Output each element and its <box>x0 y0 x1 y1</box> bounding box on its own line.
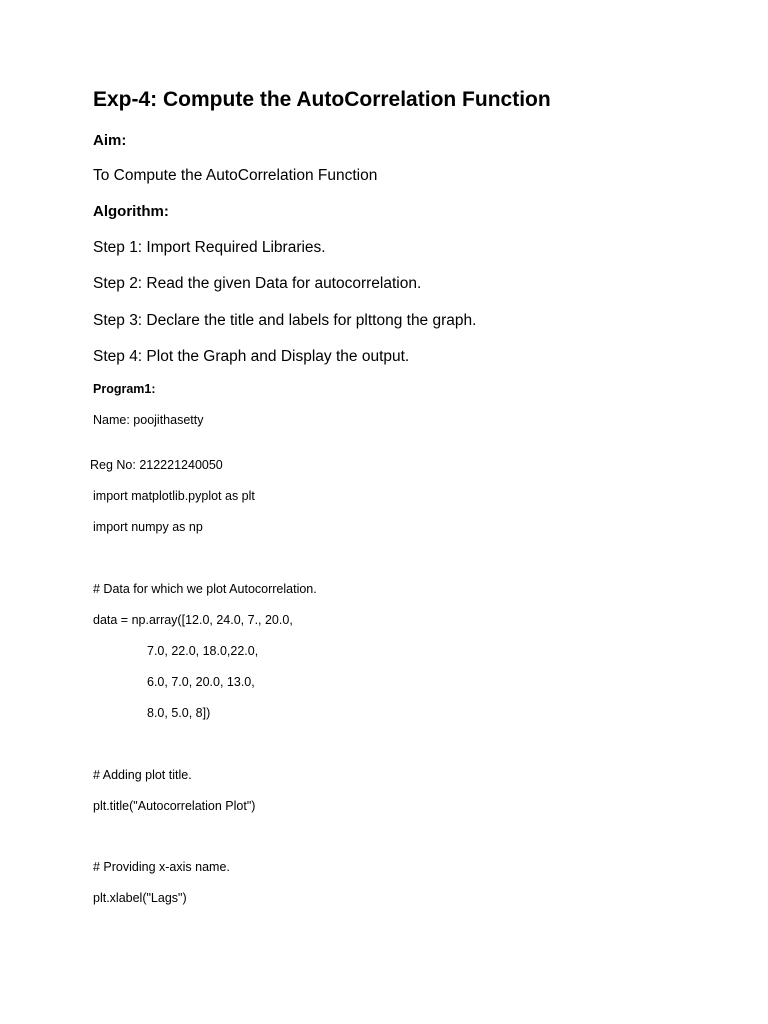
code-line: plt.title("Autocorrelation Plot") <box>93 799 256 813</box>
document-title: Exp-4: Compute the AutoCorrelation Function <box>93 88 551 111</box>
algorithm-step-4: Step 4: Plot the Graph and Display the output. <box>93 348 410 365</box>
reg-no-line: Reg No: 212221240050 <box>90 458 223 472</box>
code-line: 6.0, 7.0, 20.0, 13.0, <box>147 675 255 689</box>
code-line: import matplotlib.pyplot as plt <box>93 489 255 503</box>
code-comment: # Data for which we plot Autocorrelation. <box>93 582 317 596</box>
aim-text: To Compute the AutoCorrelation Function <box>93 167 378 184</box>
name-line: Name: poojithasetty <box>93 413 204 427</box>
algorithm-step-1: Step 1: Import Required Libraries. <box>93 239 326 256</box>
aim-heading: Aim: <box>93 132 127 149</box>
code-line: 7.0, 22.0, 18.0,22.0, <box>147 644 259 658</box>
code-comment: # Adding plot title. <box>93 768 192 782</box>
code-comment: # Providing x-axis name. <box>93 860 230 874</box>
code-line: data = np.array([12.0, 24.0, 7., 20.0, <box>93 613 293 627</box>
code-line: import numpy as np <box>93 520 203 534</box>
algorithm-heading: Algorithm: <box>93 203 169 220</box>
algorithm-step-2: Step 2: Read the given Data for autocorrelation. <box>93 275 422 292</box>
code-line: plt.xlabel("Lags") <box>93 891 187 905</box>
algorithm-step-3: Step 3: Declare the title and labels for plttong the graph. <box>93 312 477 329</box>
code-line: 8.0, 5.0, 8]) <box>147 706 211 720</box>
program-heading: Program1: <box>93 382 156 396</box>
